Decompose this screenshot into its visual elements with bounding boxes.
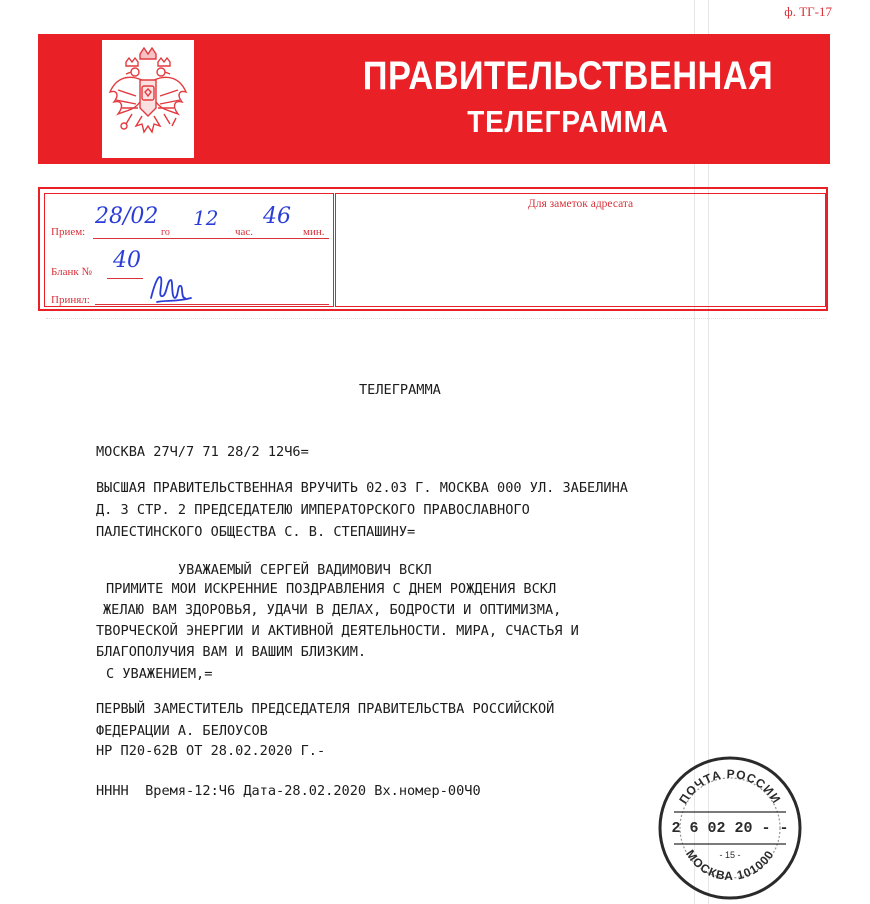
reception-block (38, 187, 828, 311)
footer-line: НННН Время-12:Ч6 Дата-28.02.2020 Вх.номер-00Ч0 (96, 783, 481, 799)
double-headed-eagle-emblem-icon (102, 40, 194, 158)
handwritten-blank-number: 40 (113, 248, 141, 273)
blank-line (107, 278, 143, 279)
body-line: ТВОРЧЕСКОЙ ЭНЕРГИИ И АКТИВНОЙ ДЕЯТЕЛЬНОСТИ. МИРА, СЧАСТЬЯ И (96, 623, 579, 639)
chas-label: час. (235, 226, 254, 238)
stamp-office: - 15 - (719, 850, 741, 860)
signature-line: ФЕДЕРАЦИИ А. БЕЛОУСОВ (96, 723, 268, 739)
closing-line: С УВАЖЕНИЕМ,= (106, 666, 213, 682)
handwritten-hour: 12 (193, 206, 219, 230)
signature-line: ПЕРВЫЙ ЗАМЕСТИТЕЛЬ ПРЕДСЕДАТЕЛЯ ПРАВИТЕЛЬСТВА РОССИЙСКОЙ (96, 701, 555, 717)
greeting-line: УВАЖАЕМЫЙ СЕРГЕЙ ВАДИМОВИЧ ВСКЛ (178, 562, 432, 578)
body-line: БЛАГОПОЛУЧИЯ ВАМ И ВАШИМ БЛИЗКИМ. (96, 644, 367, 660)
handwritten-date: 28/02 (95, 204, 159, 229)
go-label: го (161, 227, 170, 238)
address-line: ВЫСШАЯ ПРАВИТЕЛЬСТВЕННАЯ ВРУЧИТЬ 02.03 Г. МОСКВА 000 УЛ. ЗАБЕЛИНА (96, 480, 628, 496)
telegram-heading: ТЕЛЕГРАММА (359, 382, 441, 398)
priem-line (93, 238, 329, 239)
tear-line (46, 318, 826, 319)
body-line: ЖЕЛАЮ ВАМ ЗДОРОВЬЯ, УДАЧИ В ДЕЛАХ, БОДРОСТИ И ОПТИМИЗМА, (103, 602, 562, 618)
header-band (38, 34, 830, 164)
header-title-line1: ПРАВИТЕЛЬСТВЕННАЯ (362, 54, 774, 98)
priem-label: Прием: (51, 226, 86, 238)
notes-area (335, 193, 826, 307)
blank-label: Бланк № (51, 266, 93, 278)
stamp-top-text: ПОЧТА РОССИИ (676, 766, 784, 807)
notes-label: Для заметок адресата (527, 198, 634, 210)
prinyal-line (95, 304, 329, 305)
prinyal-label: Принял: (51, 294, 90, 306)
form-code: ф. ТГ-17 (784, 4, 832, 19)
address-line: Д. 3 СТР. 2 ПРЕДСЕДАТЕЛЮ ИМПЕРАТОРСКОГО ПРАВОСЛАВНОГО (96, 502, 530, 518)
reception-fields (44, 193, 334, 307)
emblem-panel (102, 40, 194, 158)
min-label: мин. (303, 226, 325, 238)
handwritten-signature (145, 268, 199, 308)
stamp-date: 2 6 02 20 - - (671, 820, 789, 837)
address-line: ПАЛЕСТИНСКОГО ОБЩЕСТВА С. В. СТЕПАШИНУ= (96, 524, 416, 540)
postal-stamp (654, 752, 806, 902)
handwritten-minute: 46 (263, 204, 291, 229)
svg-text:ПОЧТА РОССИИ (676, 767, 783, 806)
reference-line: НР П20-62В ОТ 28.02.2020 Г.- (96, 743, 326, 759)
body-line: ПРИМИТЕ МОИ ИСКРЕННИЕ ПОЗДРАВЛЕНИЯ С ДНЕМ РОЖДЕНИЯ ВСКЛ (106, 581, 557, 597)
header-title-line2: ТЕЛЕГРАММА (467, 104, 669, 139)
origin-line: МОСКВА 27Ч/7 71 28/2 12Ч6= (96, 444, 309, 460)
stamp-bottom-text: МОСКВА 101000 (683, 847, 777, 884)
